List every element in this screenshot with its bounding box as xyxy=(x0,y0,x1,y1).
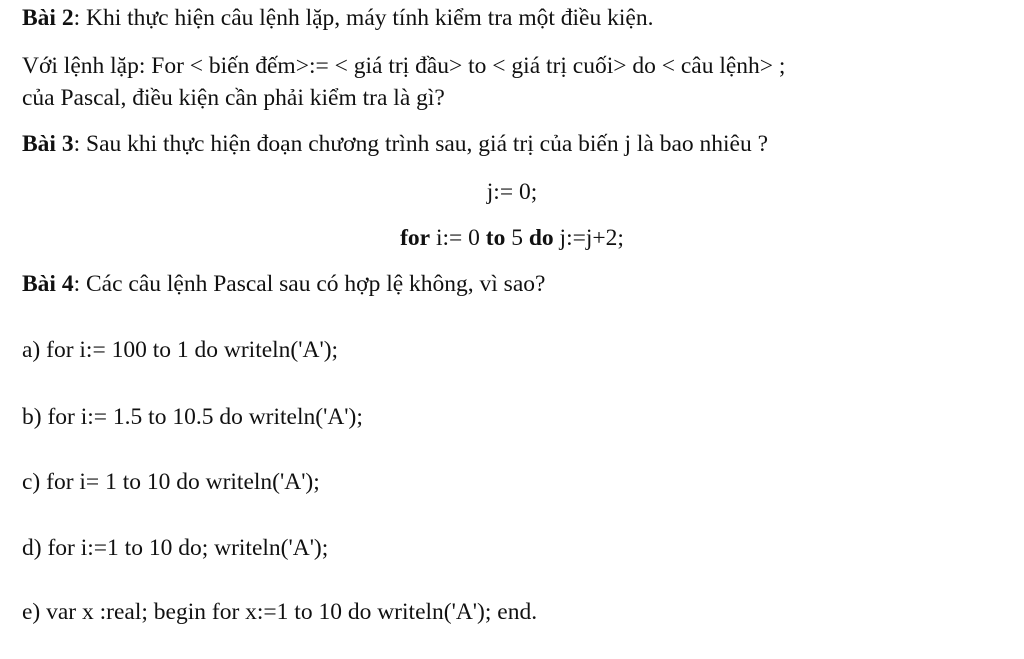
bai3-title xyxy=(22,130,768,158)
bai4-item-b: b) for i:= 1.5 to 10.5 do writeln('A'); xyxy=(22,404,363,430)
bai4-item-d: d) for i:=1 to 10 do; writeln('A'); xyxy=(22,535,329,561)
bai2-text: : Khi thực hiện câu lệnh lặp, máy tính kiểm tra một điều kiện. xyxy=(73,5,654,31)
bai4-text: : Các câu lệnh Pascal sau có hợp lệ không, vì sao? xyxy=(73,271,546,297)
bai2-line2: Với lệnh lặp: For < biến đếm>:= < giá trị đầu> to < giá trị cuối> do < câu lệnh> ; xyxy=(22,53,786,79)
code-part-b: 5 xyxy=(505,225,529,251)
code-part-c: j:=j+2; xyxy=(553,225,624,251)
bai2-line3: của Pascal, điều kiện cần phải kiểm tra là gì? xyxy=(22,85,445,111)
bai3-label: Bài 3 xyxy=(22,131,74,157)
bai2-title xyxy=(22,4,653,32)
bai4-item-c: c) for i= 1 to 10 do writeln('A'); xyxy=(22,469,320,495)
bai3-code-line1: j:= 0; xyxy=(486,179,538,205)
bai4-title xyxy=(22,270,545,298)
bai4-item-a: a) for i:= 100 to 1 do writeln('A'); xyxy=(22,337,339,363)
bai4-item-e: e) var x :real; begin for x:=1 to 10 do writeln('A'); end. xyxy=(22,599,538,625)
kw-do: do xyxy=(528,225,554,251)
bai2-label: Bài 2 xyxy=(22,5,74,31)
bai3-code-line2 xyxy=(0,224,1024,252)
bai3-text: : Sau khi thực hiện đoạn chương trình sau, giá trị của biến j là bao nhiêu ? xyxy=(73,131,769,157)
bai4-label: Bài 4 xyxy=(22,271,74,297)
kw-to: to xyxy=(485,225,506,251)
kw-for: for xyxy=(400,225,431,251)
code-part-a: i:= 0 xyxy=(430,225,486,251)
